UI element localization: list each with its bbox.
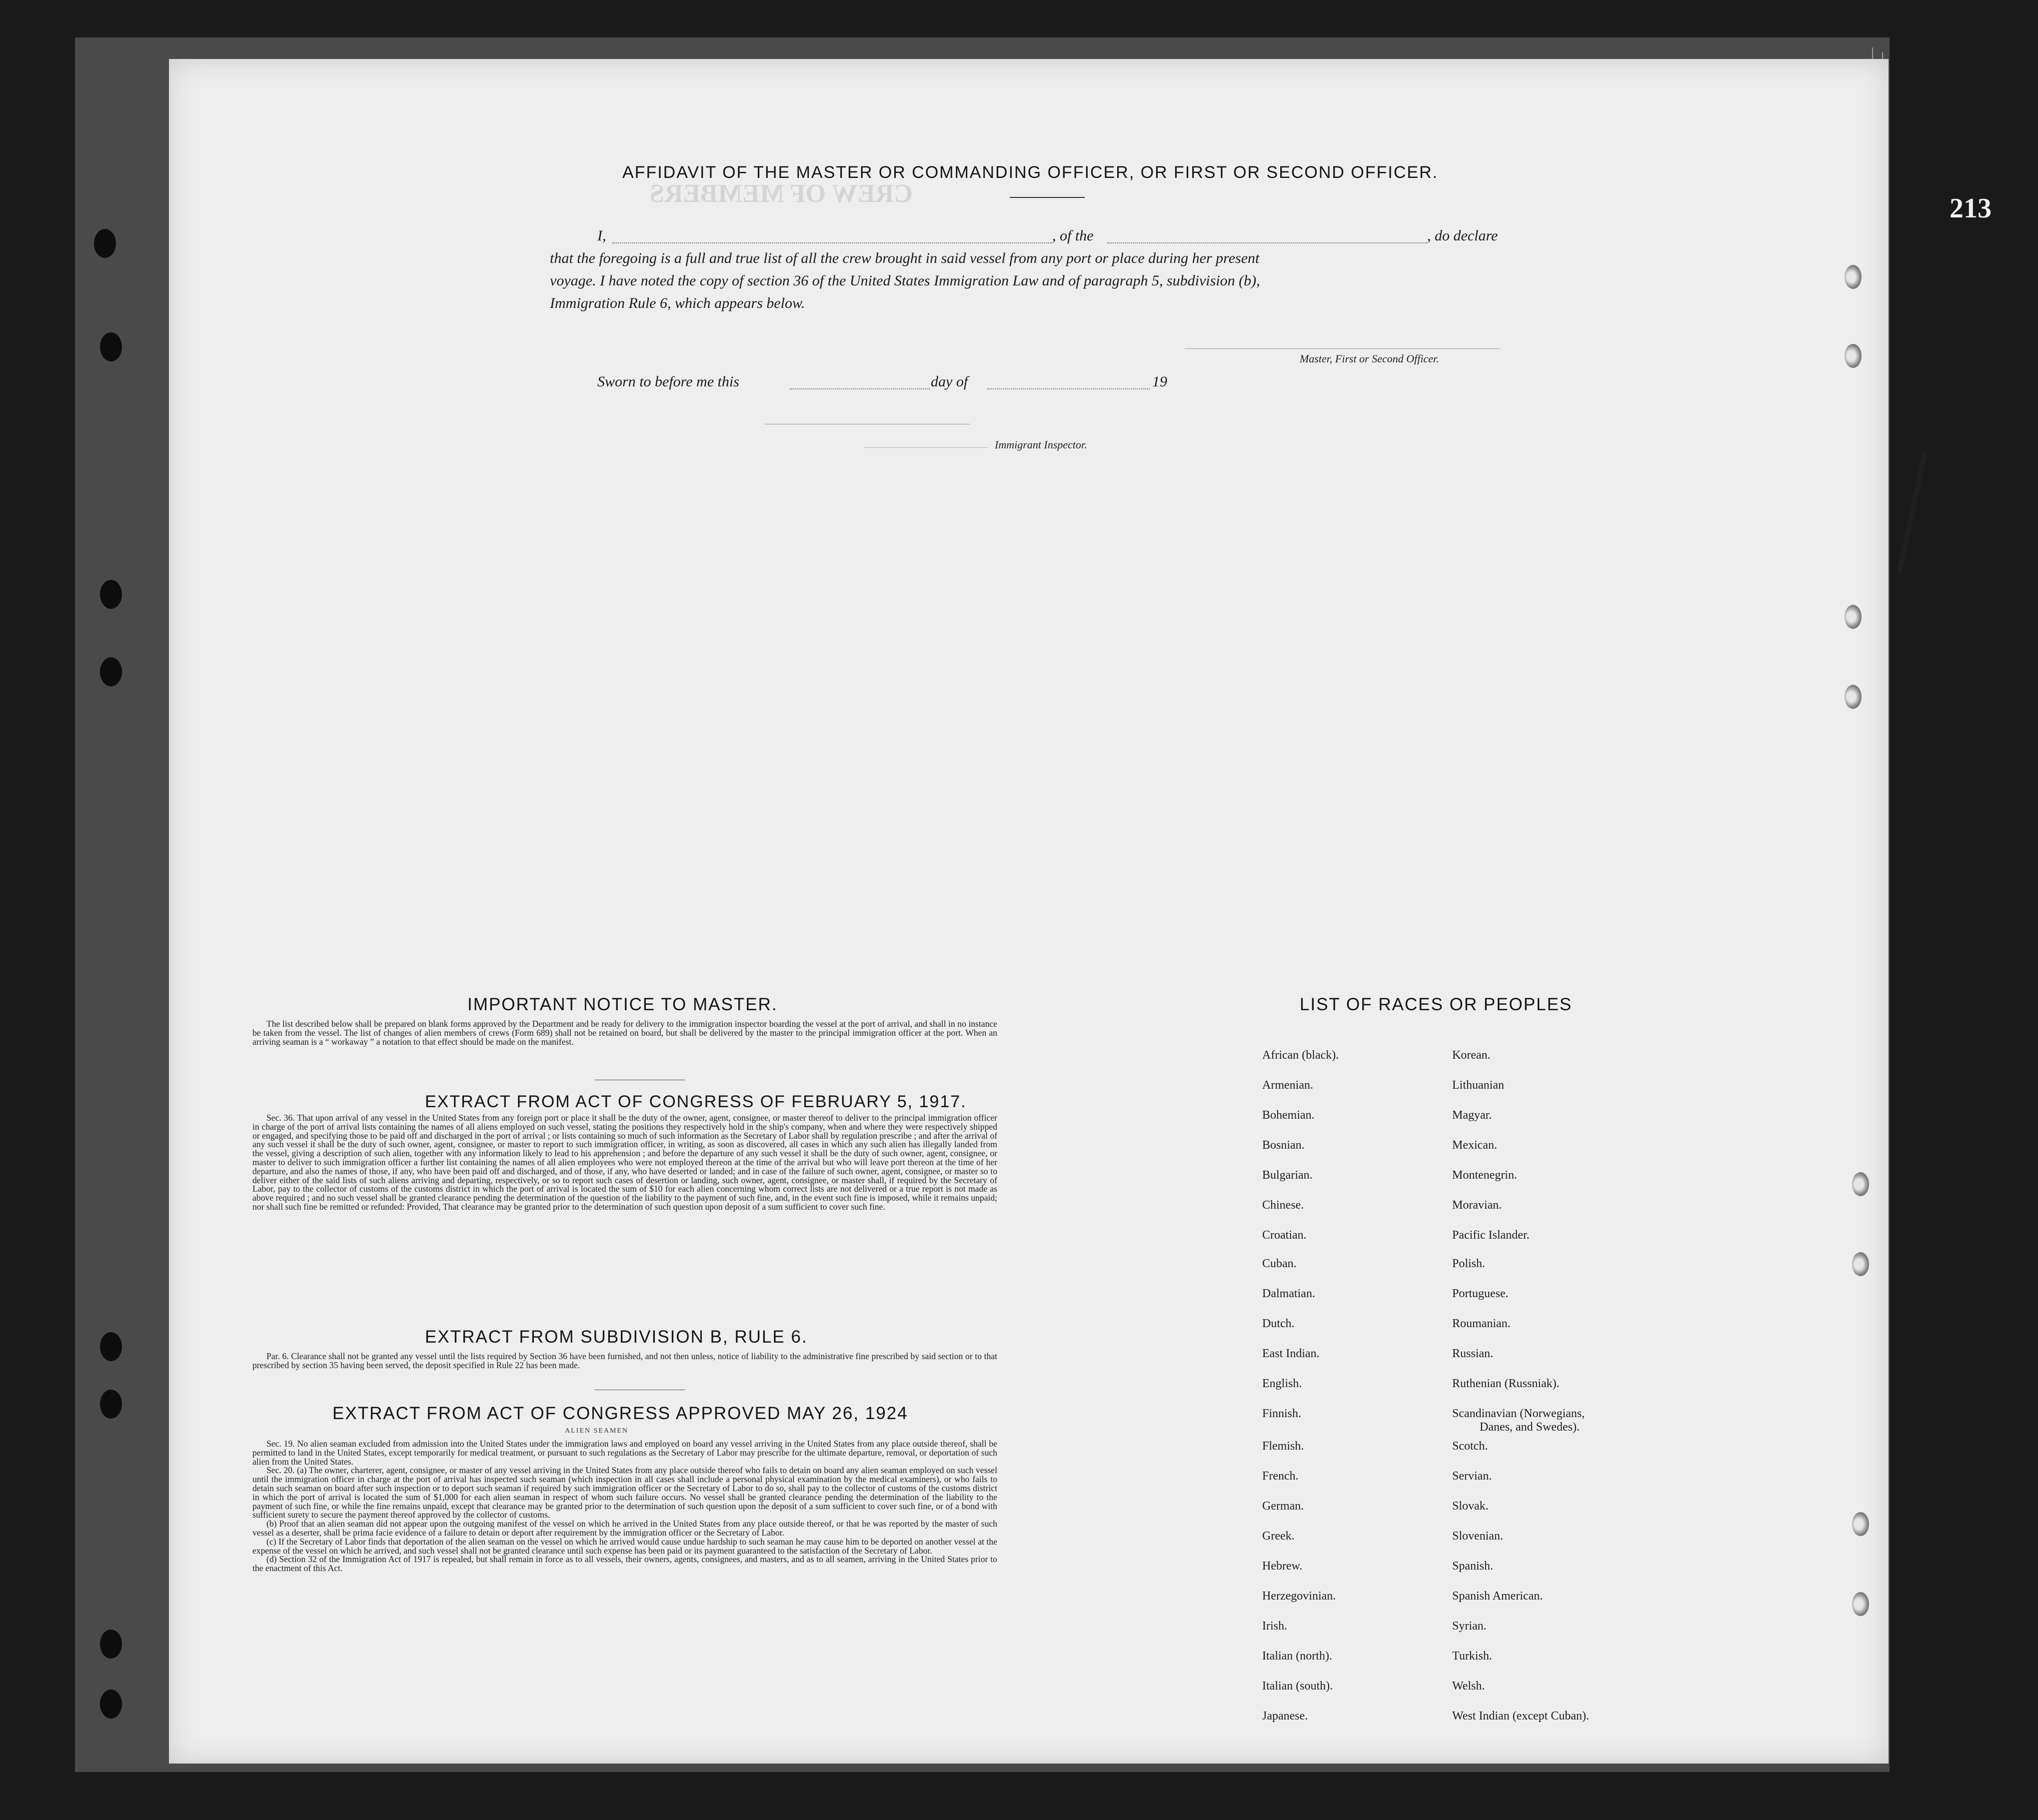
race-item: Italian (north).	[1262, 1650, 1332, 1663]
binder-hole	[100, 580, 122, 609]
affidavit-declare: , do declare	[1427, 227, 1498, 244]
race-item: Herzegovinian.	[1262, 1590, 1336, 1603]
races-title: LIST OF RACES OR PEOPLES	[1300, 995, 1573, 1014]
race-item: Slovenian.	[1452, 1530, 1503, 1543]
binder-hole	[1852, 1172, 1869, 1196]
race-item: Welsh.	[1452, 1680, 1485, 1693]
inspector-caption: Immigrant Inspector.	[995, 438, 1087, 451]
bleed-through-text: CREW OF MEMBERS	[650, 179, 913, 208]
race-item: Finnish.	[1262, 1407, 1302, 1420]
race-item: Magyar.	[1452, 1109, 1492, 1122]
race-item: Syrian.	[1452, 1620, 1487, 1633]
race-item: West Indian (except Cuban).	[1452, 1710, 1589, 1723]
race-item: Roumanian.	[1452, 1317, 1511, 1330]
affidavit-title: AFFIDAVIT OF THE MASTER OR COMMANDING OFFICER, OR FIRST OR SECOND OFFICER.	[622, 163, 1439, 182]
title-rule	[1010, 197, 1085, 198]
scan-mark	[1897, 451, 1928, 574]
race-item: Scotch.	[1452, 1440, 1488, 1453]
race-item: English.	[1262, 1377, 1302, 1390]
sworn-year: 19	[1152, 373, 1167, 390]
inspector-name-blank[interactable]	[865, 447, 987, 448]
extract-1917-text: Sec. 36. That upon arrival of any vessel in the United States from any foreign port or place it shall be the duty of the owner, agent, consignee, or master thereof to deliver to the principal immigration officer in charge of the port of arrival lists containing the names of all aliens employed on such vessel, stating the positions they respectively hold in the ship's company, when and where they were respectively shipped or engaged, and specifying those to be paid off and discharged in the port of arrival ; or lists containing so much of such information as the Secretary of Labor shall by regulation prescribe ; and after the arrival of any such vessel it shall be the duty of such owner, agent, consignee, or master to report to such immigration officer, in writing, as soon as discovered, all cases in which any such alien has illegally landed from the vessel, giving a description of such alien, together with any information likely to lead to his apprehension ; and before the departure of any such vessel it shall be the duty of such owner, agent, consignee, or master to deliver to such immigration officer a further list containing the names of all alien employees who were not employed thereon at the time of the arrival but who will leave port thereon at the time of her departure, and also the names of those, if any, who have been paid off and discharged, and of those, if any, who have deserted or landed; and in case of the failure of such owner, agent, consignee, or master so to deliver either of the said lists of such aliens arriving and departing, respectively, or so to report such cases of desertion or landing, such owner, agent, consignee, or master shall, if required by the Secretary of Labor, pay to the collector of customs of the customs district in which the port of arrival is located the sum of $10 for each alien concerning whom correct lists are not delivered or a true report is not made as above required ; and no such vessel shall be granted clearance pending the determination of the question of the liability to the payment of such fine, and, in the event such fine is imposed, while it remains unpaid; nor shall such fine be remitted or refunded: Provided, That clearance may be granted prior to the determination of such question upon deposit of a sum sufficient to cover such fine.	[252, 1113, 997, 1212]
race-item: Spanish.	[1452, 1560, 1494, 1573]
signature-caption: Master, First or Second Officer.	[1300, 352, 1439, 365]
race-item: Pacific Islander.	[1452, 1229, 1530, 1242]
sec-20d: (d) Section 32 of the Immigration Act of 1917 is repealed, but shall remain in force as to all vessels, their owners, agents, consignees, and masters, and as to all seamen, arriving in the United States prior to the enactment of this Act.	[252, 1554, 997, 1574]
sec-20b: (b) Proof that an alien seaman did not appear upon the outgoing manifest of the vessel on which he arrived in the United States from any place outside thereof, or that he was reported by the master of such vessel as a deserter, shall be prima facie evidence of a failure to detain or deport after requirement by the immigration officer or the Secretary of Labor.	[252, 1519, 997, 1538]
binder-hole	[1845, 344, 1862, 368]
affidavit-line3: voyage. I have noted the copy of section 36 of the United States Immigration Law and of paragraph 5, subdivision (b),	[550, 272, 1260, 289]
race-item: Danes, and Swedes).	[1480, 1421, 1580, 1434]
sworn-day-of: day of	[931, 373, 968, 390]
race-item: Polish.	[1452, 1257, 1486, 1270]
race-item: Bulgarian.	[1262, 1169, 1313, 1182]
binder-hole	[100, 1332, 122, 1361]
race-item: Greek.	[1262, 1530, 1295, 1543]
race-item: Turkish.	[1452, 1650, 1492, 1663]
race-item: Korean.	[1452, 1049, 1491, 1062]
race-item: Portuguese.	[1452, 1287, 1509, 1300]
extract-1917-title: EXTRACT FROM ACT OF CONGRESS OF FEBRUARY 5, 1917.	[425, 1092, 967, 1111]
binder-hole	[1852, 1512, 1869, 1536]
sec-20c: (c) If the Secretary of Labor finds that deportation of the alien seaman on the vessel on which he arrived would cause undue hardship to such seaman he may cause him to be deported on another vessel at the expense of the vessel on which he arrived, and such vessel shall not be granted clearance until such expense has been paid or its payment guaranteed to the satisfaction of the Secretary of Labor.	[252, 1536, 997, 1556]
race-item: Dalmatian.	[1262, 1287, 1315, 1300]
page-number: 213	[1950, 193, 1992, 224]
race-item: Chinese.	[1262, 1199, 1304, 1212]
race-item: African (black).	[1262, 1049, 1339, 1062]
sworn-prefix: Sworn to before me this	[597, 373, 739, 390]
binder-hole	[100, 657, 122, 686]
race-item: Bosnian.	[1262, 1139, 1305, 1152]
race-item: German.	[1262, 1500, 1304, 1513]
extract-1924-subtitle: ALIEN SEAMEN	[565, 1427, 629, 1435]
race-item: Bohemian.	[1262, 1109, 1315, 1122]
race-item: Moravian.	[1452, 1199, 1502, 1212]
binder-hole	[100, 1630, 122, 1659]
binder-hole	[1852, 1592, 1869, 1616]
sworn-day-blank[interactable]	[790, 388, 930, 389]
affidavit-i: I,	[597, 227, 606, 244]
race-item: Dutch.	[1262, 1317, 1295, 1330]
race-item: French.	[1262, 1470, 1299, 1483]
notice-text: The list described below shall be prepared on blank forms approved by the Department and be ready for delivery to the immigration inspector boarding the vessel at the port of arrival, and shall in no instance be taken from the vessel. The list of changes of alien members of crews (Form 689) shall not be retained on board, but shall be delivered by the master to the principal immigration officer at the port. When an arriving seaman is a “ workaway ” a notation to that effect should be made on the manifest.	[252, 1019, 997, 1047]
race-item: Italian (south).	[1262, 1680, 1333, 1693]
rule6-title: EXTRACT FROM SUBDIVISION B, RULE 6.	[425, 1327, 808, 1347]
race-item: Russian.	[1452, 1347, 1494, 1360]
affidavit-line2: that the foregoing is a full and true list of all the crew brought in said vessel from any port or place during her present	[550, 250, 1260, 266]
notice-title: IMPORTANT NOTICE TO MASTER.	[467, 995, 778, 1014]
rule6-text: Par. 6. Clearance shall not be granted any vessel until the lists required by Section 36 have been furnished, and not then unless, notice of liability to the administrative fine prescribed by said section or to that prescribed by section 35 having been served, the deposit specified in Rule 22 has been made.	[252, 1351, 997, 1370]
race-item: Irish.	[1262, 1620, 1287, 1633]
race-item: Flemish.	[1262, 1440, 1304, 1453]
race-item: Montenegrin.	[1452, 1169, 1517, 1182]
race-item: Scandinavian (Norwegians,	[1452, 1407, 1585, 1420]
extract-1924-sections	[252, 1440, 997, 1573]
race-item: Servian.	[1452, 1470, 1492, 1483]
vessel-blank[interactable]	[1107, 242, 1427, 243]
race-item: Croatian.	[1262, 1229, 1307, 1242]
race-item: Lithuanian	[1452, 1079, 1504, 1092]
binder-hole	[100, 1690, 122, 1719]
affidavit-line4: Immigration Rule 6, which appears below.	[550, 295, 805, 311]
race-item: Hebrew.	[1262, 1560, 1303, 1573]
race-item: Cuban.	[1262, 1257, 1297, 1270]
binder-hole	[1845, 265, 1862, 289]
signature-line[interactable]	[1185, 348, 1500, 349]
race-item: Mexican.	[1452, 1139, 1497, 1152]
sworn-month-blank[interactable]	[987, 388, 1150, 389]
binder-hole	[1845, 685, 1862, 709]
affidavit-of-the: , of the	[1052, 227, 1094, 244]
binder-hole	[100, 1390, 122, 1419]
race-item: Slovak.	[1452, 1500, 1489, 1513]
binder-hole	[100, 332, 122, 361]
binder-hole	[1852, 1252, 1869, 1276]
sec-20a: Sec. 20. (a) The owner, charterer, agent, consignee, or master of any vessel arriving in the United States from any place outside thereof who fails to detain on board any alien seaman employed on such vessel until the immigration officer in charge at the port of arrival has inspected such seaman (which inspection in all cases shall include a personal physical examination by the medical examiners), or who fails to detain such seaman on board after such inspection or to deport such seaman if required by such immigration officer or the Secretary of Labor to do so, shall pay to the collector of customs of the customs district in which the port of arrival is located the sum of $1,000 for each alien seaman in respect of whom such failure occurs. No vessel shall be granted clearance pending the determination of the liability to the payment of such fine, or while the fine remains unpaid, except that clearance may be granted prior to the determination of such question upon the deposit of a sum sufficient to cover such fine, or of a bond with sufficient surety to secure the payment thereof approved by the collector of customs.	[252, 1465, 997, 1520]
extract-1924-title: EXTRACT FROM ACT OF CONGRESS APPROVED MAY 26, 1924	[332, 1404, 908, 1423]
race-item: Japanese.	[1262, 1710, 1308, 1723]
name-blank[interactable]	[612, 242, 1052, 243]
race-item: Spanish American.	[1452, 1590, 1543, 1603]
sec-19: Sec. 19. No alien seaman excluded from admission into the United States under the immigration laws and employed on board any vessel arriving in the United States from any place outside thereof, shall be permitted to land in the United States, except temporarily for medical treatment, or pursuant to such regulations as the Secretary of Labor may prescribe for the ultimate departure, removal, or deportation of such alien from the United States.	[252, 1439, 997, 1467]
race-item: Armenian.	[1262, 1079, 1313, 1092]
race-item: Ruthenian (Russniak).	[1452, 1377, 1560, 1390]
binder-hole	[94, 229, 116, 258]
race-item: East Indian.	[1262, 1347, 1320, 1360]
binder-hole	[1845, 605, 1862, 629]
